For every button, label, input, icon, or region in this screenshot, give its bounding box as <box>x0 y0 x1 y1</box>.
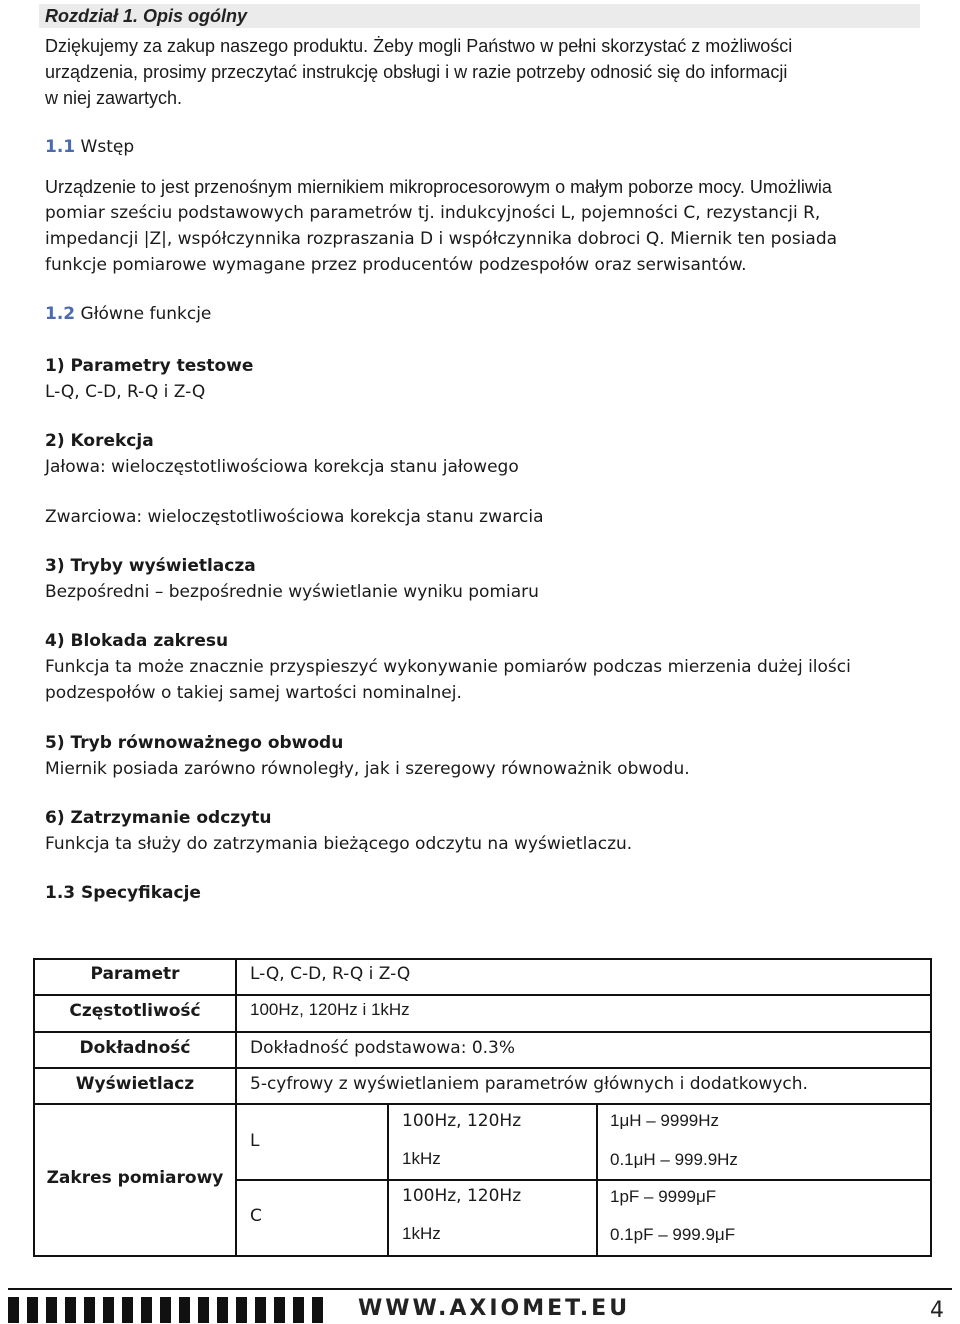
section-1-3-heading: 1.3 Specyfikacje <box>45 883 201 903</box>
section-1-2-title: Główne funkcje <box>80 304 212 324</box>
section-1-1-number: 1.1 <box>45 137 76 157</box>
section-1-1-line-2: pomiar sześciu podstawowych parametrów tj. indukcyjności L, pojemności C, rezystancji R, <box>45 203 821 223</box>
feature-4-text-2: podzespołów o takiej samej wartości nominalnej. <box>45 683 462 703</box>
table-label-display: Wyświetlacz <box>75 1074 195 1094</box>
table-col-divider <box>235 958 237 1257</box>
table-border-right <box>930 958 932 1257</box>
table-value-display: 5-cyfrowy z wyświetlaniem parametrów głównych i dodatkowych. <box>250 1074 808 1094</box>
chapter-title: Rozdział 1. Opis ogólny <box>45 6 248 26</box>
table-col-divider <box>596 1103 598 1257</box>
table-border-top <box>33 958 932 960</box>
range-l-value-1: 1μH – 9999Hz <box>610 1111 720 1130</box>
section-1-1-line-1: Urządzenie to jest przenośnym miernikiem mikroprocesorowym o małym poborze mocy. Umożliwia <box>45 177 832 197</box>
table-value-accuracy: Dokładność podstawowa: 0.3% <box>250 1038 516 1058</box>
chapter-header <box>39 4 920 28</box>
range-c-value-2: 0.1pF – 999.9μF <box>610 1225 736 1244</box>
section-1-2-number: 1.2 <box>45 304 76 324</box>
feature-3-text: Bezpośredni – bezpośrednie wyświetlanie wyniku pomiaru <box>45 582 539 602</box>
footer-rule <box>8 1288 952 1290</box>
range-symbol-l: L <box>250 1131 260 1151</box>
range-l-freq-1: 100Hz, 120Hz <box>402 1111 522 1131</box>
range-c-freq-1: 100Hz, 120Hz <box>402 1186 522 1206</box>
intro-line-1: Dziękujemy za zakup naszego produktu. Żeby mogli Państwo w pełni skorzystać z możliwości <box>45 36 793 56</box>
feature-3-heading: 3) Tryby wyświetlacza <box>45 556 256 576</box>
feature-1-heading: 1) Parametry testowe <box>45 356 254 376</box>
range-l-value-2: 0.1μH – 999.9Hz <box>610 1150 738 1169</box>
range-c-freq-2: 1kHz <box>402 1224 441 1243</box>
section-1-1-line-3: impedancji |Z|, współczynnika rozpraszania D i współczynnika dobroci Q. Miernik ten posiada <box>45 229 838 249</box>
table-col-divider <box>387 1103 389 1257</box>
footer-website: WWW.AXIOMET.EU <box>358 1296 631 1321</box>
table-value-frequency: 100Hz, 120Hz i 1kHz <box>250 1000 410 1019</box>
range-c-value-1: 1pF – 9999μF <box>610 1187 717 1206</box>
intro-line-2: urządzenia, prosimy przeczytać instrukcję obsługi i w razie potrzeby odnosić się do informacji <box>45 62 788 82</box>
intro-line-3: w niej zawartych. <box>45 88 183 108</box>
range-l-freq-2: 1kHz <box>402 1149 441 1168</box>
feature-5-heading: 5) Tryb równoważnego obwodu <box>45 733 344 753</box>
section-1-1-title: Wstęp <box>80 137 135 157</box>
feature-2-text-2: Zwarciowa: wieloczęstotliwościowa korekcja stanu zwarcia <box>45 507 544 527</box>
table-row-divider <box>33 1031 932 1033</box>
feature-2-heading: 2) Korekcja <box>45 431 154 451</box>
table-border-bottom <box>33 1255 932 1257</box>
feature-4-text-1: Funkcja ta może znacznie przyspieszyć wykonywanie pomiarów podczas mierzenia dużej ilości <box>45 657 851 677</box>
table-label-accuracy: Dokładność <box>79 1038 191 1058</box>
feature-1-text: L-Q, C-D, R-Q i Z-Q <box>45 382 206 402</box>
range-symbol-c: C <box>250 1206 262 1226</box>
section-1-2-heading <box>45 301 211 327</box>
table-row-divider <box>33 1103 932 1105</box>
section-1-1-line-4: funkcje pomiarowe wymagane przez producentów podzespołów oraz serwisantów. <box>45 255 747 275</box>
feature-2-text-1: Jałowa: wieloczęstotliwościowa korekcja stanu jałowego <box>45 457 519 477</box>
feature-6-text: Funkcja ta służy do zatrzymania bieżącego odczytu na wyświetlaczu. <box>45 834 633 854</box>
feature-6-heading: 6) Zatrzymanie odczytu <box>45 808 272 828</box>
feature-4-heading: 4) Blokada zakresu <box>45 631 229 651</box>
section-1-1-heading <box>45 134 134 160</box>
table-row-divider <box>33 1067 932 1069</box>
table-value-parametr: L-Q, C-D, R-Q i Z-Q <box>250 964 411 984</box>
footer-barcode-decoration <box>8 1297 330 1323</box>
page-number: 4 <box>930 1298 944 1323</box>
feature-5-text: Miernik posiada zarówno równoległy, jak i szeregowy równoważnik obwodu. <box>45 759 690 779</box>
table-label-frequency: Częstotliwość <box>69 1001 201 1021</box>
table-row-divider <box>33 994 932 996</box>
table-label-range: Zakres pomiarowy <box>46 1168 224 1188</box>
table-row-divider <box>235 1179 932 1181</box>
table-label-parametr: Parametr <box>90 964 180 984</box>
